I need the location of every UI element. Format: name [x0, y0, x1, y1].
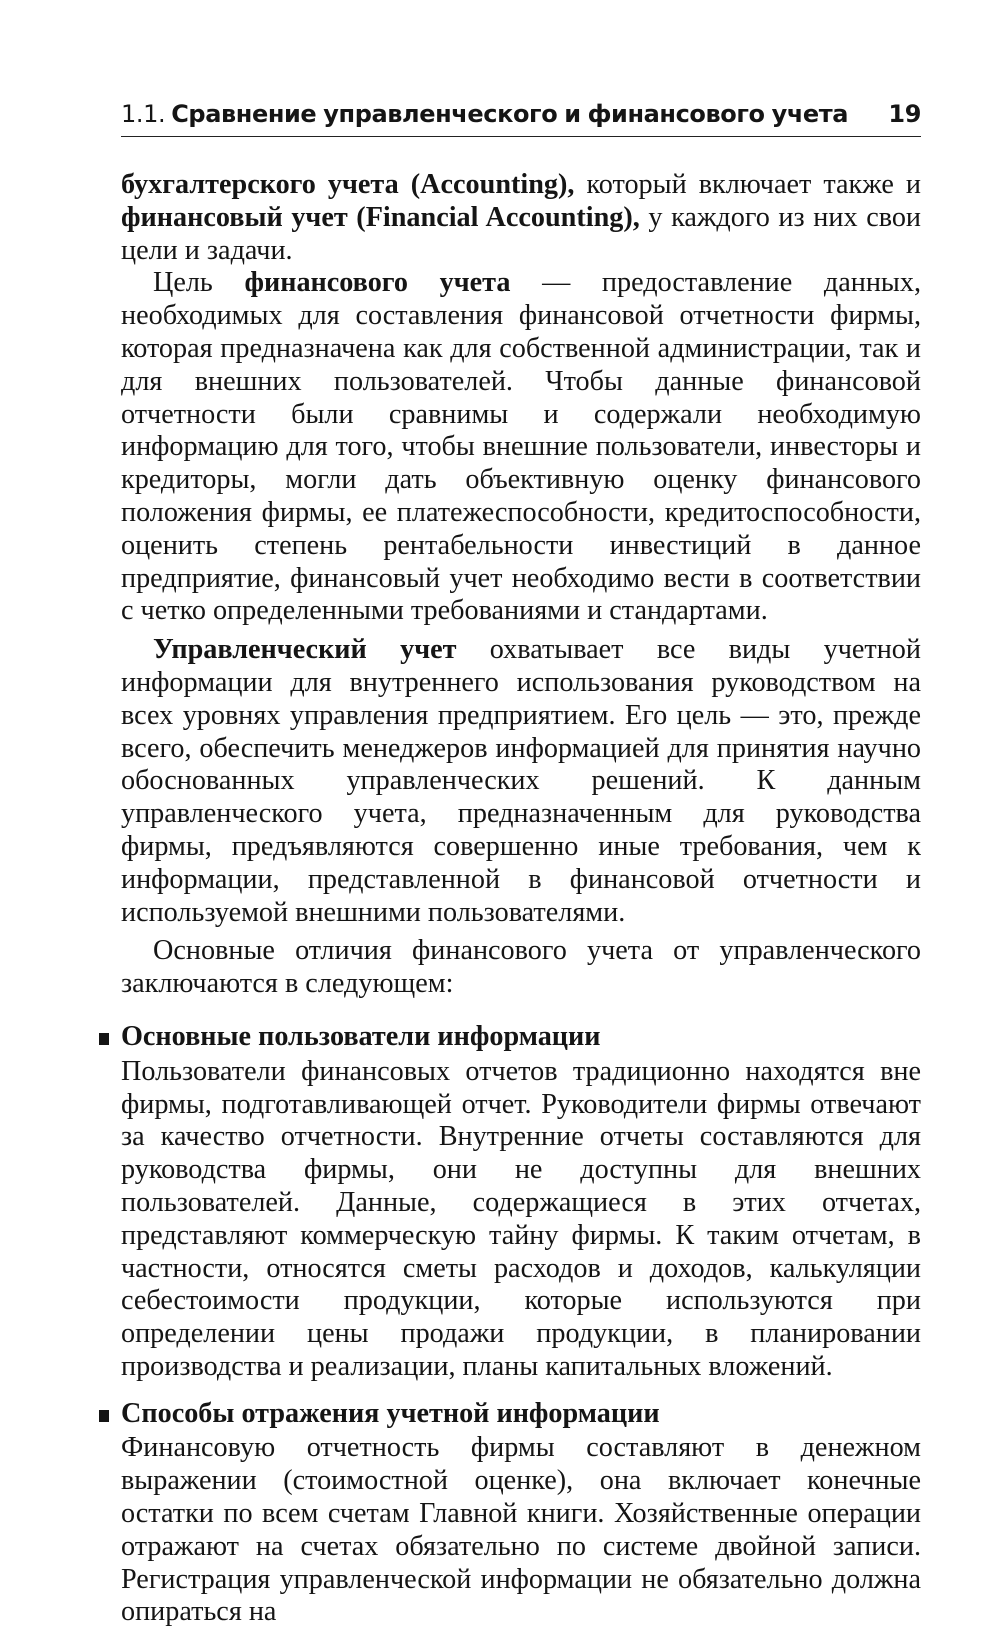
paragraph-2-lead: Цель: [153, 267, 245, 299]
paragraph-4: Основные отличия финансового учета от управленческого заключаются в следующем:: [121, 935, 921, 1000]
list-item: [121, 1398, 921, 1629]
list-item-text: Финансовую отчетность фирмы составляют в денежном выражении (стоимостной оценке), она включает конечные остатки по всем счетам Главной книги. Хозяйственные операции отражают на счетах обязательно по системе двойной записи. Регистрация управленческой информации не обязательно должна опираться на: [121, 1432, 921, 1628]
term-accounting: бухгалтерского учета (Accounting),: [121, 169, 575, 200]
paragraph-3: [121, 634, 921, 929]
term-financial-accounting: финансовый учет (Financial Accounting),: [121, 201, 640, 233]
body-text: [121, 169, 921, 1629]
running-header: [121, 100, 921, 137]
chapter-number: 1.1.: [121, 100, 166, 128]
paragraph-2: [121, 267, 921, 628]
chapter-title: Сравнение управленческого и финансового учета: [171, 100, 849, 128]
bullet-icon: [99, 1033, 109, 1045]
list-item: [121, 1021, 921, 1384]
list-item-title: Способы отражения учетной информации: [121, 1397, 660, 1429]
page-number: 19: [888, 100, 921, 128]
paragraph-2-text: — предоставление данных, необходимых для составления финансовой отчетности фирмы, которая предназначена как для собственной администрации, так и для внешних пользователей. Чтобы данные финансовой отчетности были сравнимы и содержали необходимую информацию для того, чтобы внешние пользователи, инвесторы и кредиторы, могли дать объективную оценку финансового положения фирмы, ее платежеспособности, кредитоспособности, оценить степень рентабельности инвестиций в данное предприятие, финансовый учет необходимо вести в соответствии с четко определенными требованиями и стандартами.: [121, 267, 922, 627]
term-management-accounting: Управленческий учет: [153, 634, 457, 666]
book-page: [121, 100, 921, 1629]
list-item-text: Пользователи финансовых отчетов традиционно находятся вне фирмы, подготавливающей отчет. Руководители фирмы отвечают за качество отчетности. Внутренние отчеты составляются для руководства фирмы, они не доступны для внешних пользователей. Данные, содержащиеся в этих отчетах, представляют коммерческую тайну фирмы. К таким отчетам, в частности, относятся сметы расходов и доходов, калькуляции себестоимости продукции, которые используются при определении цены продажи продукции, в планировании производства и реализации, планы капитальных вложений.: [121, 1055, 921, 1382]
paragraph-1-tail: у каждого из них свои цели и задачи.: [121, 201, 921, 266]
term-financial-accounting-ru: финансового учета: [244, 267, 511, 299]
paragraph-1-text: который включает также и: [574, 169, 922, 200]
paragraph-1: [121, 169, 921, 267]
bullet-icon: [99, 1410, 109, 1422]
list-item-title: Основные пользователи информации: [121, 1020, 601, 1052]
chapter-heading: [121, 100, 848, 128]
paragraph-3-text: охватывает все виды учетной информации для внутреннего использования руководством на всех уровнях управления предприятием. Его цель — это, прежде всего, обеспечить менеджеров информацией для принятия научно обоснованных управленческих решений. К данным управленческого учета, предназначенным для руководства фирмы, предъявляются совершенно иные требования, чем к информации, представленной в финансовой отчетности и используемой внешними пользователями.: [121, 634, 921, 928]
